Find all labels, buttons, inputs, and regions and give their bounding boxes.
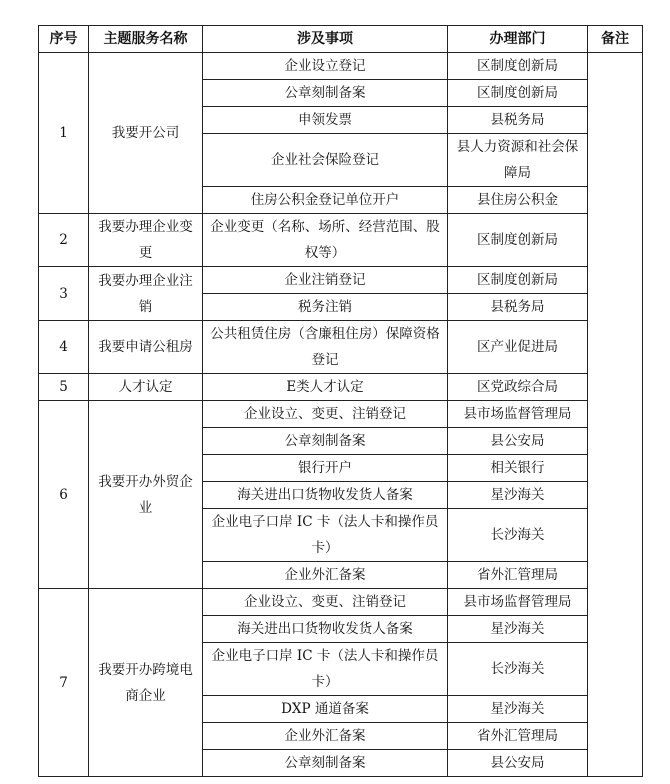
header-items: 涉及事项: [203, 26, 448, 53]
cell-item: 企业设立、变更、注销登记: [203, 589, 448, 616]
table-row: [39, 401, 643, 428]
cell-no: 2: [39, 214, 89, 267]
cell-item: 企业设立、变更、注销登记: [203, 401, 448, 428]
cell-no: 4: [39, 321, 89, 374]
cell-item: 住房公积金登记单位开户: [203, 187, 448, 214]
cell-item: 公章刻制备案: [203, 750, 448, 777]
cell-dept: 县公安局: [448, 750, 588, 777]
cell-item: 公章刻制备案: [203, 80, 448, 107]
table-row: [39, 53, 643, 80]
cell-no: 5: [39, 374, 89, 401]
table-row: [39, 374, 643, 401]
cell-dept: 区产业促进局: [448, 321, 588, 374]
cell-item: 税务注销: [203, 294, 448, 321]
cell-theme: 我要开办外贸企业: [89, 401, 203, 589]
header-theme: 主题服务名称: [89, 26, 203, 53]
cell-item: DXP 通道备案: [203, 696, 448, 723]
cell-dept: 县税务局: [448, 294, 588, 321]
cell-item: 银行开户: [203, 455, 448, 482]
cell-item: 企业变更（名称、场所、经营范围、股权等）: [203, 214, 448, 267]
cell-item: 企业社会保险登记: [203, 134, 448, 187]
service-table: [38, 25, 643, 777]
cell-dept: 县公安局: [448, 428, 588, 455]
cell-theme: 人才认定: [89, 374, 203, 401]
cell-theme: 我要申请公租房: [89, 321, 203, 374]
cell-item: 企业外汇备案: [203, 562, 448, 589]
cell-dept: 县税务局: [448, 107, 588, 134]
cell-dept: 县市场监督管理局: [448, 401, 588, 428]
cell-theme: 我要办理企业变更: [89, 214, 203, 267]
cell-dept: 区制度创新局: [448, 267, 588, 294]
cell-dept: 省外汇管理局: [448, 562, 588, 589]
cell-no: 3: [39, 267, 89, 321]
cell-dept: 省外汇管理局: [448, 723, 588, 750]
cell-no: 7: [39, 589, 89, 777]
table-body: [39, 53, 643, 777]
cell-dept: 区制度创新局: [448, 214, 588, 267]
cell-dept: 星沙海关: [448, 616, 588, 643]
cell-dept: 县人力资源和社会保障局: [448, 134, 588, 187]
cell-no: 6: [39, 401, 89, 589]
cell-theme: 我要开公司: [89, 53, 203, 214]
cell-dept: 区党政综合局: [448, 374, 588, 401]
cell-dept: 星沙海关: [448, 696, 588, 723]
cell-item: E类人才认定: [203, 374, 448, 401]
cell-dept: 区制度创新局: [448, 80, 588, 107]
cell-item: 企业电子口岸 IC 卡（法人卡和操作员卡）: [203, 509, 448, 562]
cell-item: 企业外汇备案: [203, 723, 448, 750]
cell-remark: [588, 53, 643, 777]
cell-item: 海关进出口货物收发货人备案: [203, 616, 448, 643]
table-row: [39, 214, 643, 267]
table-row: [39, 589, 643, 616]
cell-dept: 长沙海关: [448, 509, 588, 562]
cell-dept: 区制度创新局: [448, 53, 588, 80]
cell-theme: 我要办理企业注销: [89, 267, 203, 321]
table-row: [39, 267, 643, 294]
cell-item: 申领发票: [203, 107, 448, 134]
cell-dept: 长沙海关: [448, 643, 588, 696]
cell-no: 1: [39, 53, 89, 214]
cell-dept: 星沙海关: [448, 482, 588, 509]
header-remark: 备注: [588, 26, 643, 53]
header-dept: 办理部门: [448, 26, 588, 53]
cell-item: 海关进出口货物收发货人备案: [203, 482, 448, 509]
cell-dept: 相关银行: [448, 455, 588, 482]
cell-item: 企业注销登记: [203, 267, 448, 294]
header-no: 序号: [39, 26, 89, 53]
cell-item: 企业电子口岸 IC 卡（法人卡和操作员卡）: [203, 643, 448, 696]
cell-item: 企业设立登记: [203, 53, 448, 80]
header-row: [39, 26, 643, 53]
cell-dept: 县市场监督管理局: [448, 589, 588, 616]
cell-theme: 我要开办跨境电商企业: [89, 589, 203, 777]
table-row: [39, 321, 643, 374]
cell-item: 公共租赁住房（含廉租住房）保障资格登记: [203, 321, 448, 374]
cell-dept: 县住房公积金: [448, 187, 588, 214]
cell-item: 公章刻制备案: [203, 428, 448, 455]
